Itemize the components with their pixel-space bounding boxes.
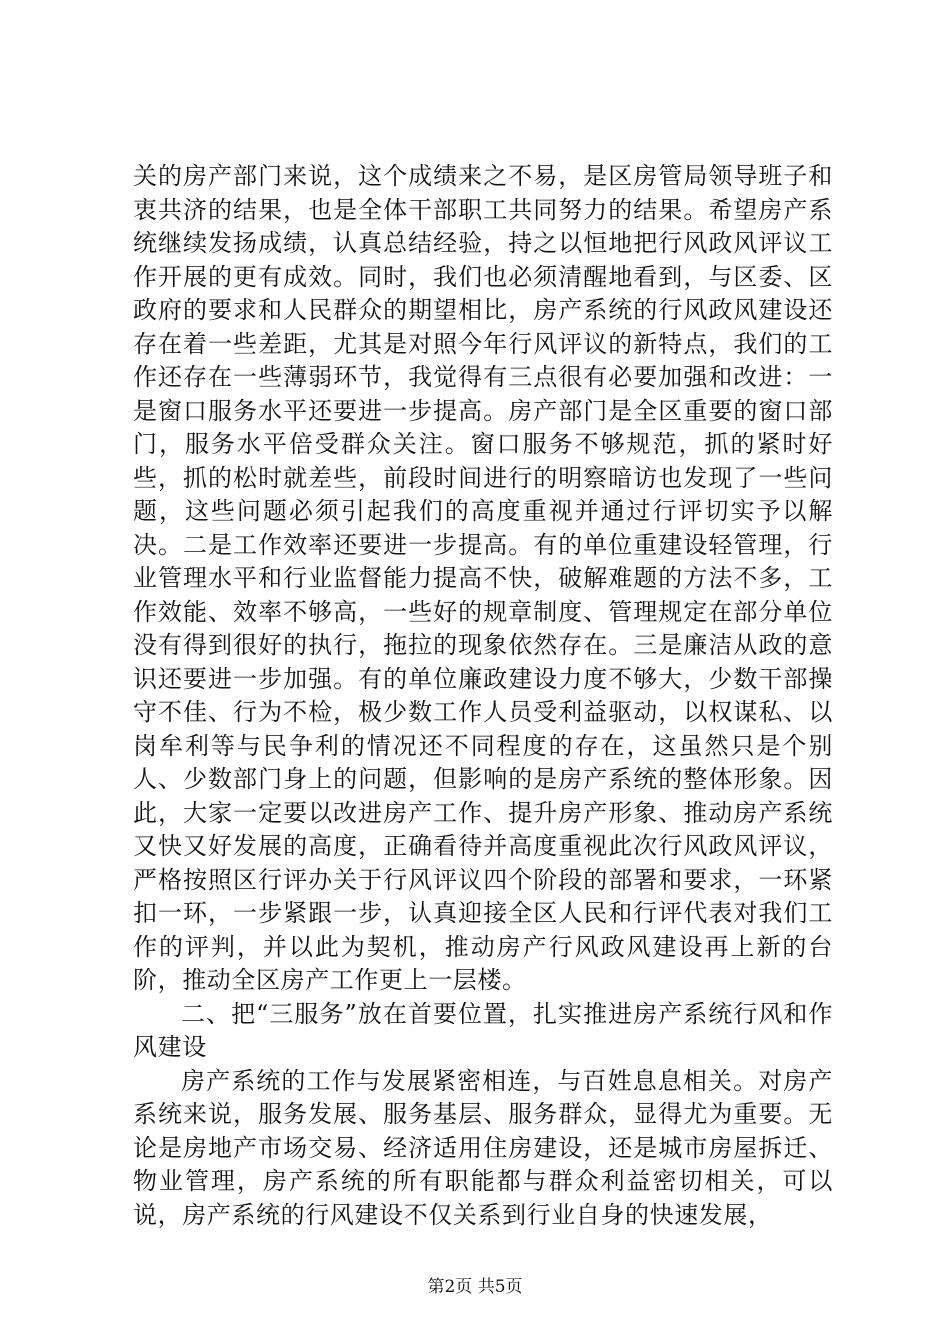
page-number-footer: 第2页 共5页 [427,1277,523,1297]
body-paragraph-1: 关的房产部门来说，这个成绩来之不易，是区房管局领导班子和衷共济的结果，也是全体干部职工共同努力的结果。希望房产系统继续发扬成绩，认真总结经验，持之以恒地把行风政风评议工作开展的更有成效。同时，我们也必须清醒地看到，与区委、区政府的要求和人民群众的期望相比，房产系统的行风政风建设还存在着一些差距，尤其是对照今年行风评议的新特点，我们的工作还存在一些薄弱环节，我觉得有三点很有必要加强和改进：一是窗口服务水平还要进一步提高。房产部门是全区重要的窗口部门，服务水平倍受群众关注。窗口服务不够规范，抓的紧时好些，抓的松时就差些，前段时间进行的明察暗访也发现了一些问题，这些问题必须引起我们的高度重视并通过行评切实予以解决。二是工作效率还要进一步提高。有的单位重建设轻管理，行业管理水平和行业监督能力提高不快，破解难题的方法不多，工作效能、效率不够高，一些好的规章制度、管理规定在部分单位没有得到很好的执行，拖拉的现象依然存在。三是廉洁从政的意识还要进一步加强。有的单位廉政建设力度不够大，少数干部操守不佳、行为不检，极少数工作人员受利益驱动，以权谋私、以岗牟利等与民争利的情况还不同程度的存在，这虽然只是个别人、少数部门身上的问题，但影响的是房产系统的整体形象。因此，大家一定要以改进房产工作、提升房产形象、推动房产系统又快又好发展的高度，正确看待并高度重视此次行风政风评议，严格按照区行评办关于行风评议四个阶段的部署和要求，一环紧扣一环，一步紧跟一步，认真迎接全区人民和行评代表对我们工作的评判，并以此为契机，推动房产行风政风建设再上新的台阶，推动全区房产工作更上一层楼。 [133,162,833,994]
section-heading-2: 二、把“三服务”放在首要位置，扎实推进房产系统行风和作风建设 [133,999,833,1061]
document-body [133,160,833,1232]
body-paragraph-3: 房产系统的工作与发展紧密相连，与百姓息息相关。对房产系统来说，服务发展、服务基层、服务群众，显得尤为重要。无论是房地产市场交易、经济适用住房建设，还是城市房屋拆迁、物业管理，房产系统的所有职能都与群众利益密切相关，可以说，房产系统的行风建设不仅关系到行业自身的快速发展， [133,1066,833,1229]
